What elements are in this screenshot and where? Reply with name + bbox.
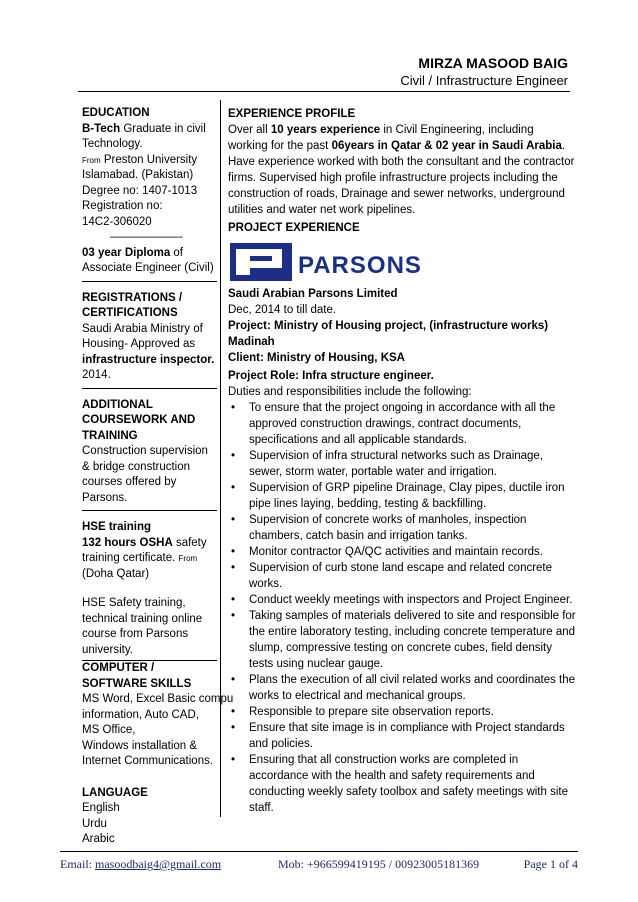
left-column [82,106,234,861]
header-divider [78,91,570,92]
employment-dates: Dec, 2014 to till date. [228,304,337,316]
osha-line: 132 hours OSHA safety training certificate. From [82,536,207,564]
hse-location: (Doha Qatar) [82,567,150,580]
hse-heading: HSE training [82,521,152,533]
right-column [228,106,576,816]
diploma-line: 03 year Diploma of Associate Engineer (Civil) [82,246,214,274]
list-item: • Taking samples of materials delivered to site and responsible for the entire laboratory testing, including concrete temperature and slump, compressive testing on concrete cubes, field density tests using nuclear gauge. [228,608,576,672]
registration-label: Registration no: [82,200,163,212]
footer-mobile: Mob: +966599419195 / 0092300518136​9 [278,857,480,871]
computer-line-2: information, Auto CAD, MS Office, [82,708,199,736]
parsons-logo-icon [230,242,462,282]
candidate-name: MIRZA MASOOD BAIG [418,55,568,71]
spacer [82,582,217,596]
column-divider [220,100,221,817]
list-item: • Conduct weekly meetings with inspectors and Project Engineer. [228,592,576,608]
education-heading: EDUCATION [82,107,150,119]
university-line: From Preston University Islamabad. (Pakistan) [82,153,198,181]
page-number: Page 1 of 4 [523,857,578,871]
list-item: • Responsible to prepare site observation reports. [228,704,576,720]
degree-number: Degree no: 1407-1013 [82,184,198,197]
duties-intro: Duties and responsibilities include the following: [228,386,472,398]
footer-divider [60,851,578,852]
language-section [82,786,217,852]
email-link[interactable]: masoodbaig4@gmail.com [95,857,222,871]
client-name: Client: Ministry of Housing, KSA [228,352,405,364]
registrations-role: infrastructure inspector. [82,353,215,366]
computer-line-3: Windows installation & Internet Communications. [82,739,214,767]
coursework-heading: ADDITIONAL COURSEWORK AND TRAINING [82,398,196,442]
registrations-section [82,291,217,389]
experience-profile-text: Over all 10 years experience in Civil Engineering, including working for the past 06years in Qatar & 02 year in Saudi Arabia. Have experience worked with both the consultant and the contractor firms. Supervised high profile infrastructure projects including the construction of roads, Drainage and sewer networks, underground utilities and water net work pipelines. [228,124,575,216]
language-item: English [82,802,120,814]
registrations-year: 2014. [82,369,111,381]
list-item: • Monitor contractor QA/QC activities and maintain records. [228,544,576,560]
language-heading: LANGUAGE [82,786,148,799]
list-item: • Supervision of infra structural networks such as Drainage, sewer, storm water, portable water and irrigation. [228,448,576,480]
project-name: Project: Ministry of Housing project, (infrastructure works) Madinah [228,320,549,348]
hse-safety-text: HSE Safety training, technical training online course from Parsons university. [82,596,217,661]
education-section [82,106,217,282]
list-item: • To ensure that the project ongoing in accordance with all the approved construction drawings, contract documents, specifications and all applicable standards. [228,400,576,448]
list-item: • Supervision of curb stone land escape and related concrete works. [228,560,576,592]
language-item: Urdu [82,817,107,830]
registrations-text: Saudi Arabia Ministry of Housing- Approved as [82,322,203,350]
hse-section [82,520,217,661]
degree-line: B-Tech Graduate in civil Technology. [82,122,206,150]
duties-list [228,400,576,816]
logo-text: PARSONS [298,252,422,279]
computer-heading: COMPUTER / SOFTWARE SKILLS [82,662,192,690]
coursework-section [82,398,217,512]
candidate-title: Civil / Infrastructure Engineer [400,73,568,88]
education-separator: ——————- [110,231,183,243]
footer-email: Email: masoodbaig4@gmail.com [60,857,222,871]
computer-line-1: MS Word, Excel Basic compu [82,693,234,705]
list-item: • Plans the execution of all civil related works and coordinates the works to electrical and mechanical groups. [228,672,576,704]
coursework-text: Construction supervision & bridge construction courses offered by Parsons. [82,445,208,504]
company-logo [230,242,576,282]
list-item: • Supervision of concrete works of manholes, inspection chambers, catch basin and irrigation tanks. [228,512,576,544]
list-item: • Supervision of GRP pipeline Drainage, Clay pipes, ductile iron pipe lines laying, bedding, testing & backfilling. [228,480,576,512]
company-name: Saudi Arabian Parsons Limited [228,288,398,300]
list-item: • Ensure that site image is in compliance with Project standards and policies. [228,720,576,752]
registrations-heading: REGISTRATIONS / CERTIFICATIONS [82,291,183,319]
project-experience-heading: PROJECT EXPERIENCE [228,222,360,234]
project-role: Project Role: Infra structure engineer. [228,370,434,382]
computer-section [82,661,234,774]
experience-heading: EXPERIENCE PROFILE [228,108,356,120]
language-item: Arabic [82,833,115,845]
list-item: • Ensuring that all construction works are completed in accordance with the health and safety requirements and conducting weekly safety toolbox and safety meetings with site staff. [228,752,576,816]
registration-number: 14C2-306020 [82,215,152,228]
